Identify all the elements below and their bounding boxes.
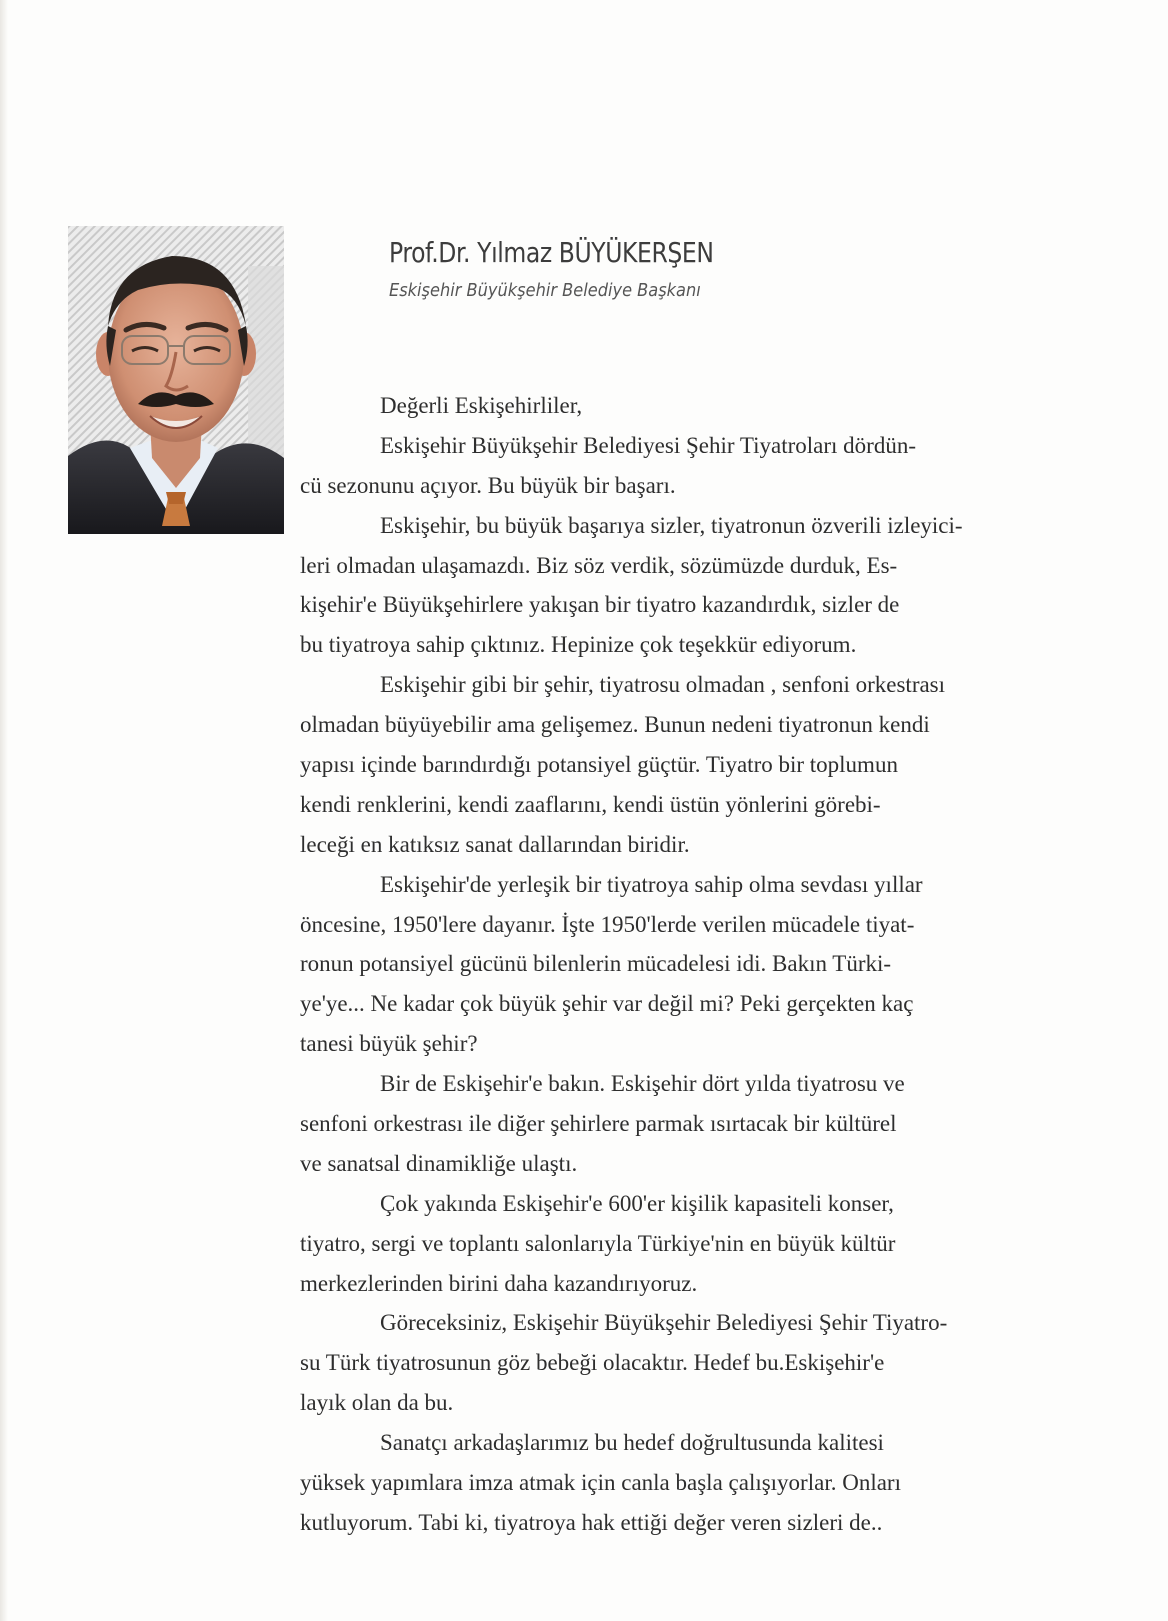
text-line: Eskişehir gibi bir şehir, tiyatrosu olmadan , senfoni orkestrası [380, 672, 946, 698]
text-line: kişehir'e Büyükşehirlere yakışan bir tiyatro kazandırdık, sizler de [300, 592, 900, 618]
page-edge-shadow [0, 0, 8, 1621]
text-line: bu tiyatroya sahip çıktınız. Hepinize çok teşekkür ediyorum. [300, 632, 857, 658]
text-line: yüksek yapımlara imza atmak için canla başla çalışıyorlar. Onları [300, 1470, 901, 1496]
text-line: kendi renklerini, kendi zaaflarını, kendi üstün yönlerini görebi- [300, 791, 881, 817]
text-line: kutluyorum. Tabi ki, tiyatroya hak ettiği değer veren sizleri de.. [300, 1509, 883, 1535]
text-line: Eskişehir, bu büyük başarıya sizler, tiyatronun özverili izleyici- [380, 512, 963, 538]
text-line: Değerli Eskişehirliler, [380, 393, 583, 418]
letter-body [300, 386, 1000, 1543]
text-line: Eskişehir'de yerleşik bir tiyatroya sahip olma sevdası yıllar [380, 871, 923, 897]
text-line: öncesine, 1950'lere dayanır. İşte 1950'lerde verilen mücadele tiyat- [300, 911, 915, 937]
text-line: ye'ye... Ne kadar çok büyük şehir var değil mi? Peki gerçekten kaç [300, 991, 914, 1017]
text-line: yapısı içinde barındırdığı potansiyel güçtür. Tiyatro bir toplumun [300, 752, 898, 778]
author-title: Eskişehir Büyükşehir Belediye Başkanı [389, 280, 701, 301]
author-name: Prof.Dr. Yılmaz BÜYÜKERŞEN [389, 236, 714, 269]
text-line: su Türk tiyatrosunun göz bebeği olacaktır. Hedef bu.Eskişehir'e [300, 1350, 885, 1376]
text-line: tiyatro, sergi ve toplantı salonlarıyla Türkiye'nin en büyük kültür [300, 1230, 896, 1256]
text-line: senfoni orkestrası ile diğer şehirlere parmak ısırtacak bir kültürel [300, 1111, 897, 1137]
text-line: Sanatçı arkadaşlarımız bu hedef doğrultusunda kalitesi [380, 1430, 884, 1456]
text-line: Göreceksiniz, Eskişehir Büyükşehir Belediyesi Şehir Tiyatro- [380, 1310, 948, 1336]
text-line: tanesi büyük şehir? [300, 1031, 478, 1057]
text-line: layık olan da bu. [300, 1390, 454, 1416]
text-line: Eskişehir Büyükşehir Belediyesi Şehir Tiyatroları dördün- [380, 432, 916, 458]
text-line: cü sezonunu açıyor. Bu büyük bir başarı. [300, 472, 676, 498]
text-line: leri olmadan ulaşamazdı. Biz söz verdik, sözümüzde durduk, Es- [300, 552, 898, 578]
portrait-photo [68, 226, 284, 534]
text-line: ve sanatsal dinamikliğe ulaştı. [300, 1150, 578, 1176]
text-line: merkezlerinden birini daha kazandırıyoruz. [300, 1270, 698, 1296]
text-line: ronun potansiyel gücünü bilenlerin mücadelesi idi. Bakın Türki- [300, 951, 892, 977]
text-line: olmadan büyüyebilir ama gelişemez. Bunun nedeni tiyatronun kendi [300, 712, 930, 738]
text-line: Bir de Eskişehir'e bakın. Eskişehir dört yılda tiyatrosu ve [380, 1071, 905, 1097]
text-line: leceği en katıksız sanat dallarından biridir. [300, 831, 690, 857]
text-line: Çok yakında Eskişehir'e 600'er kişilik kapasiteli konser, [380, 1190, 894, 1216]
author-header [389, 233, 1089, 305]
